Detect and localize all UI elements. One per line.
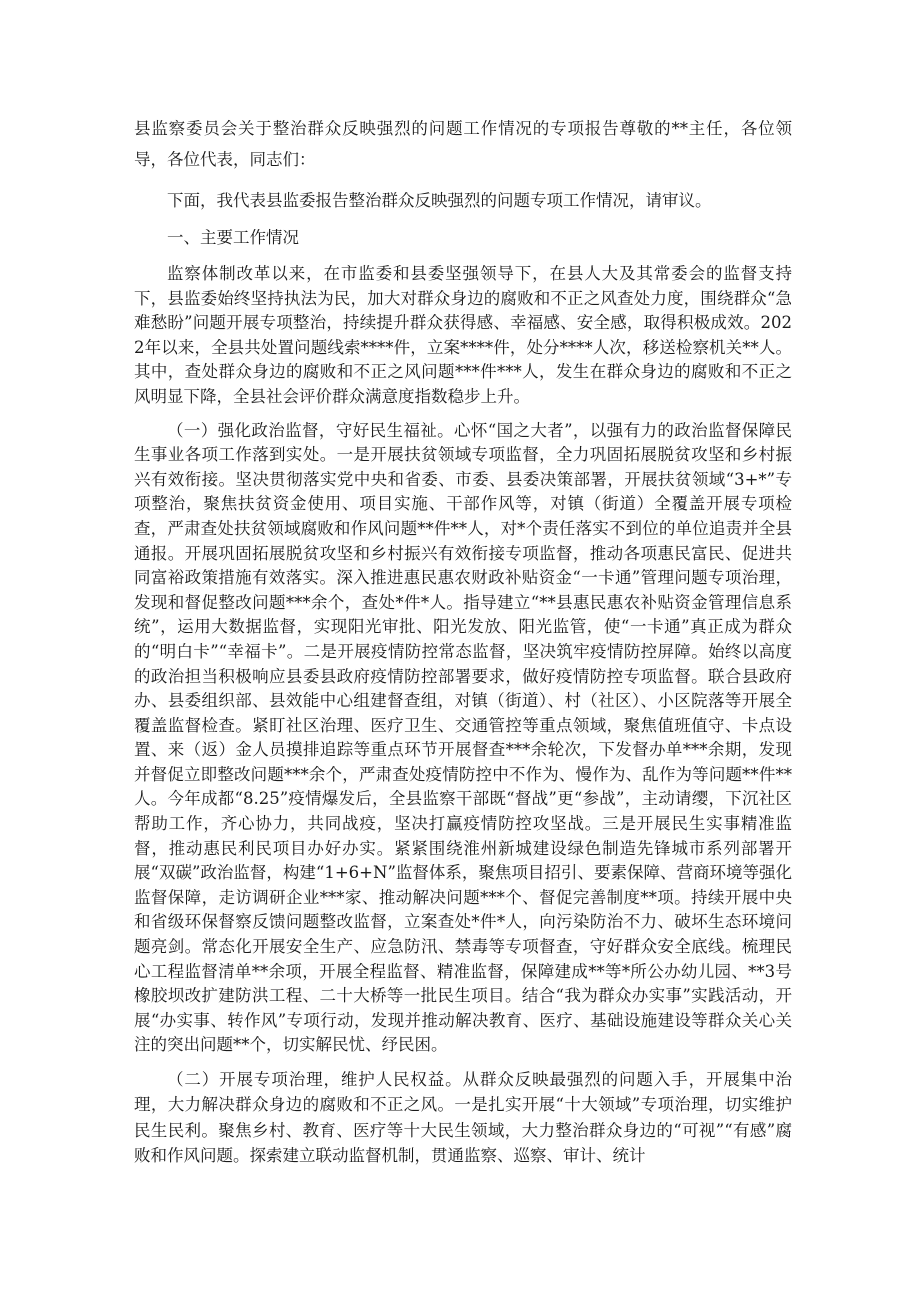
intro-paragraph: 下面，我代表县监委报告整治群众反映强烈的问题专项工作情况，请审议。 [167, 191, 712, 210]
overview-paragraph: 监察体制改革以来，在市监委和县委坚强领导下，在县人大及其常委会的监督支持下，县监委始终坚持执法为民，加大对群众身边的腐败和不正之风查处力度，围绕群众“急难愁盼”问题开展专项整治，持续提升群众获得感、幸福感、安全感，取得积极成效。2022年以来，全县共处置问题线索****件，立案****件，处分****人次，移送检察机关**人。其中，查处群众身边的腐败和不正之风问题***件***人，发生在群众身边的腐败和不正之风明显下降，全县社会评价群众满意度指数稳步上升。 [134, 264, 792, 406]
section-heading: 一、主要工作情况 [167, 228, 299, 247]
title-salutation: 县监察委员会关于整治群众反映强烈的问题工作情况的专项报告尊敬的**主任，各位领导，各位代表，同志们： [134, 119, 792, 169]
part-two-paragraph: （二）开展专项治理，维护人民权益。从群众反映最强烈的问题入手，开展集中治理，大力解决群众身边的腐败和不正之风。一是扎实开展“十大领域”专项治理，切实维护民生民利。聚焦乡村、教育、医疗等十大民生领域，大力整治群众身边的“可视”“有感”腐败和作风问题。探索建立联动监督机制，贯通监察、巡察、审计、统计 [134, 1070, 792, 1166]
document-body [134, 113, 792, 1181]
part-one-paragraph: （一）强化政治监督，守好民生福祉。心怀“国之大者”，以强有力的政治监督保障民生事业各项工作落到实处。一是开展扶贫领域专项监督，全力巩固拓展脱贫攻坚和乡村振兴有效衔接。坚决贯彻落实党中央和省委、市委、县委决策部署，开展扶贫领域“3+*”专项整治，聚焦扶贫资金使用、项目实施、干部作风等，对镇（街道）全覆盖开展专项检查，严肃查处扶贫领域腐败和作风问题**件**人，对*个责任落实不到位的单位追责并全县通报。开展巩固拓展脱贫攻坚和乡村振兴有效衔接专项监督，推动各项惠民富民、促进共同富裕政策措施有效落实。深入推进惠民惠农财政补贴资金“一卡通”管理问题专项治理，发现和督促整改问题***余个，查处*件*人。指导建立“**县惠民惠农补贴资金管理信息系统”，运用大数据监督，实现阳光审批、阳光发放、阳光监管，使“一卡通”真正成为群众的“明白卡”“幸福卡”。二是开展疫情防控常态监督，坚决筑牢疫情防控屏障。始终以高度的政治担当积极响应县委县政府疫情防控部署要求，做好疫情防控专项监督。联合县政府办、县委组织部、县效能中心组建督查组，对镇（街道）、村（社区）、小区院落等开展全覆盖监督检查。紧盯社区治理、医疗卫生、交通管控等重点领域，聚焦值班值守、卡点设置、来（返）金人员摸排追踪等重点环节开展督查***余轮次，下发督办单***余期，发现并督促立即整改问题***余个，严肃查处疫情防控中不作为、慢作为、乱作为等问题**件**人。今年成都“8.25”疫情爆发后，全县监察干部既“督战”更“参战”，主动请缨，下沉社区帮助工作，齐心协力，共同战疫，坚决打赢疫情防控攻坚战。三是开展民生实事精准监督，推动惠民利民项目办好办实。紧紧围绕淮州新城建设绿色制造先锋城市系列部署开展“双碳”政治监督，构建“1+6+N”监督体系，聚焦项目招引、要素保障、营商环境等强化监督保障，走访调研企业***家、推动解决问题***个、督促完善制度**项。持续开展中央和省级环保督察反馈问题整改监督，立案查处*件*人，向污染防治不力、破坏生态环境问题亮剑。常态化开展安全生产、应急防汛、禁毒等专项督查，守好群众安全底线。梳理民心工程监督清单**余项，开展全程监督、精准监督，保障建成**等*所公办幼儿园、**3号橡胶坝改扩建防洪工程、二十大桥等一批民生项目。结合“我为群众办实事”实践活动，开展“办实事、转作风”专项行动，发现并推动解决教育、医疗、基础设施建设等群众关心关注的突出问题**个，切实解民忧、纾民困。 [134, 420, 792, 1055]
